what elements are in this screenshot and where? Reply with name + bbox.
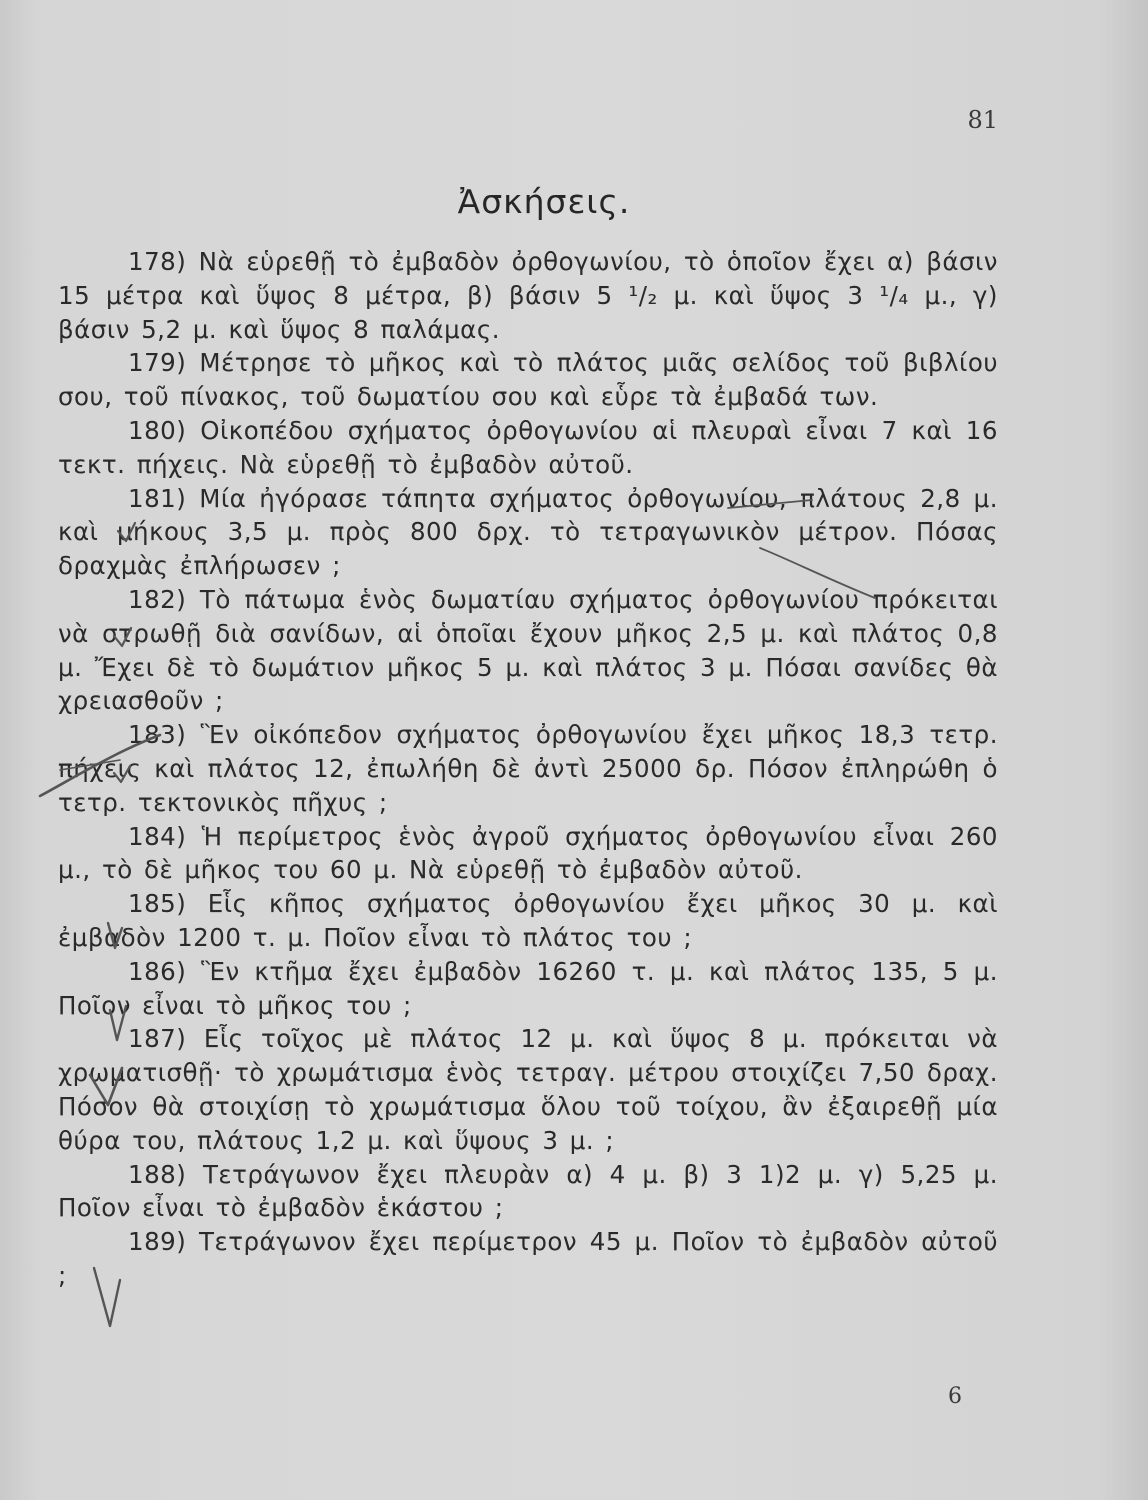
exercise-189: 189) Τετράγωνον ἔχει περίμετρον 45 μ. Ποῖον τὸ ἐμβαδὸν αὐτοῦ ; bbox=[58, 1227, 998, 1290]
exercise-178: 178) Νὰ εὑρεθῇ τὸ ἐμβαδὸν ὀρθογωνίου, τὸ ὁποῖον ἔχει α) βάσιν 15 μέτρα καὶ ὕψος 8 μέτρα, β) βάσιν 5 ¹/₂ μ. καὶ ὕψος 3 ¹/₄ μ., γ) βάσιν 5,2 μ. καὶ ὕψος 8 παλάμας. bbox=[58, 247, 998, 344]
exercise-list bbox=[58, 245, 998, 1293]
exercise-183: 183) Ἓν οἰκόπεδον σχήματος ὀρθογωνίου ἔχει μῆκος 18,3 τετρ. πήχεις καὶ πλάτος 12, ἐπωλήθη δὲ ἀντὶ 25000 δρ. Πόσον ἐπληρώθη ὁ τετρ. τεκτονικὸς πῆχυς ; bbox=[58, 720, 998, 817]
exercise-186: 186) Ἓν κτῆμα ἔχει ἐμβαδὸν 16260 τ. μ. καὶ πλάτος 135, 5 μ. Ποῖον εἶναι τὸ μῆκος του ; bbox=[58, 956, 998, 1020]
page-number: 81 bbox=[967, 106, 998, 134]
exercise-187: 187) Εἷς τοῖχος μὲ πλάτος 12 μ. καὶ ὕψος 8 μ. πρόκειται νὰ χρωματισθῇ· τὸ χρωμάτισμα ἑνὸς τετραγ. μέτρου στοιχίζει 7,50 δραχ. Πόσον θὰ στοιχίσῃ τὸ χρωμάτισμα ὅλου τοῦ τοίχου, ἂν ἐξαιρεθῇ μία θύρα του, πλάτους 1,2 μ. καὶ ὕψους 3 μ. ; bbox=[58, 1024, 998, 1155]
exercise-184: 184) Ἡ περίμετρος ἑνὸς ἀγροῦ σχήματος ὀρθογωνίου εἶναι 260 μ., τὸ δὲ μῆκος του 60 μ. Νὰ εὑρεθῇ τὸ ἐμβαδὸν αὐτοῦ. bbox=[58, 821, 998, 885]
exercise-185: 185) Εἷς κῆπος σχήματος ὀρθογωνίου ἔχει μῆκος 30 μ. καὶ ἐμβαδὸν 1200 τ. μ. Ποῖον εἶναι τὸ πλάτος του ; bbox=[58, 889, 998, 952]
section-heading: Ἀσκήσεις. bbox=[457, 182, 631, 221]
exercise-181: 181) Μία ἠγόρασε τάπητα σχήματος ὀρθογωνίου, πλάτους 2,8 μ. καὶ μήκους 3,5 μ. πρὸς 800 δρχ. τὸ τετραγωνικὸν μέτρον. Πόσας δραχμὰς ἐπλήρωσεν ; bbox=[58, 483, 998, 581]
exercise-182: 182) Τὸ πάτωμα ἑνὸς δωματίαυ σχήματος ὀρθογωνίου πρόκειται νὰ στρωθῇ διὰ σανίδων, αἱ ὁποῖαι ἔχουν μῆκος 2,5 μ. καὶ πλάτος 0,8 μ. Ἔχει δὲ τὸ δωμάτιον μῆκος 5 μ. καὶ πλάτος 3 μ. Πόσαι σανίδες θὰ χρειασθοῦν ; bbox=[58, 584, 998, 716]
signature-number: 6 bbox=[948, 1384, 962, 1409]
exercise-179: 179) Μέτρησε τὸ μῆκος καὶ τὸ πλάτος μιᾶς σελίδος τοῦ βιβλίου σου, τοῦ πίνακος, τοῦ δωματίου σου καὶ εὗρε τὰ ἐμβαδά των. bbox=[58, 348, 998, 412]
exercise-180: 180) Οἰκοπέδου σχήματος ὀρθογωνίου αἱ πλευραὶ εἶναι 7 καὶ 16 τεκτ. πήχεις. Νὰ εὑρεθῇ τὸ ἐμβαδὸν αὐτοῦ. bbox=[58, 415, 998, 479]
exercise-188: 188) Τετράγωνον ἔχει πλευρὰν α) 4 μ. β) 3 1)2 μ. γ) 5,25 μ. Ποῖον εἶναι τὸ ἐμβαδὸν ἑκάστου ; bbox=[58, 1159, 998, 1223]
